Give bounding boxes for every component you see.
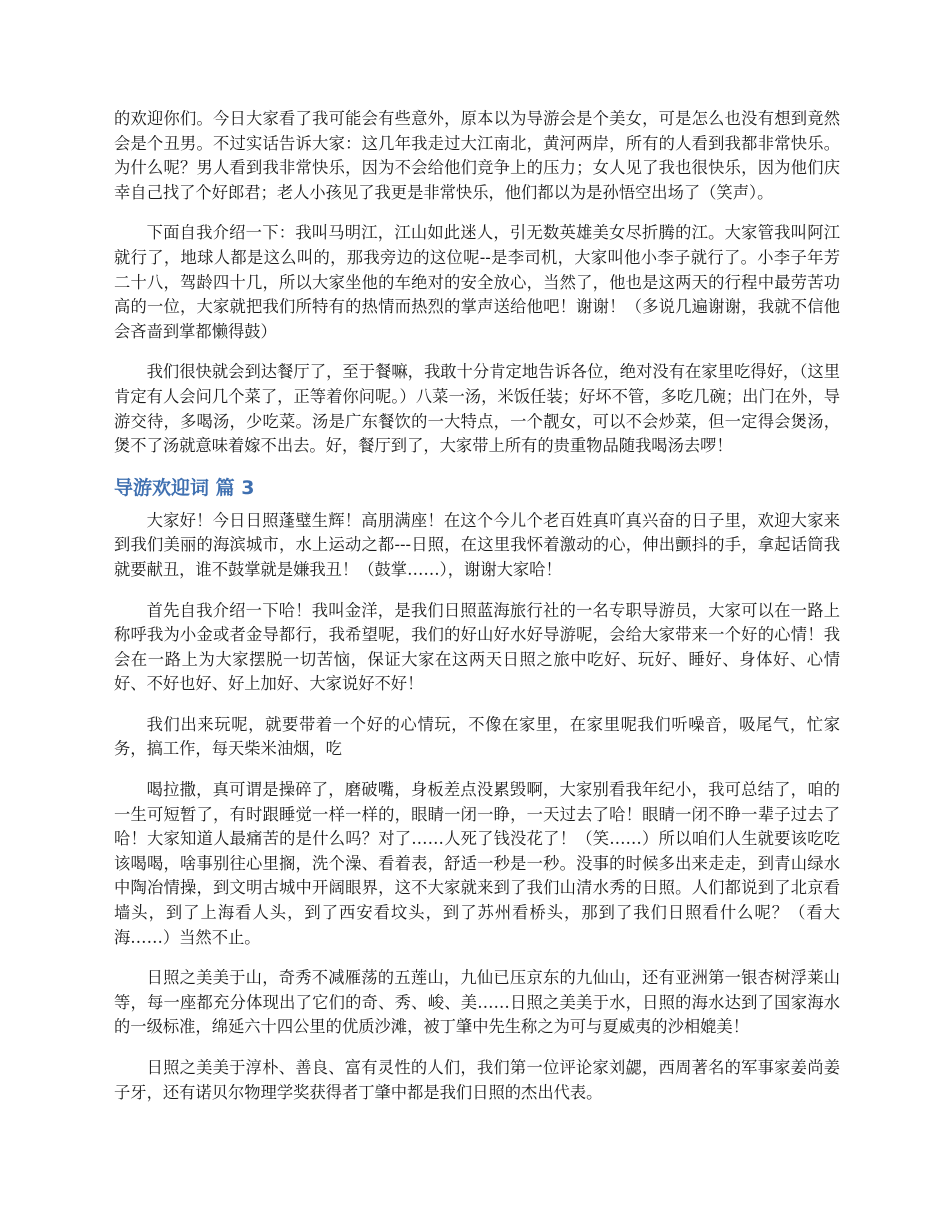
paragraph-mountains-and-sea: 日照之美美于山，奇秀不减雁荡的五莲山，九仙已压京东的九仙山，还有亚洲第一银杏树浮莱山等，每一座都充分体现出了它们的奇、秀、峻、美……日照之美美于水，日照的海水达到了国家海水的一级标准，绵延六十四公里的优质沙滩，被丁肇中先生称之为可与夏威夷的沙相媲美！: [114, 968, 840, 1037]
document-page: [114, 107, 840, 1121]
paragraph-restaurant: 我们很快就会到达餐厅了，至于餐嘛，我敢十分肯定地告诉各位，绝对没有在家里吃得好，（这里肯定有人会问几个菜了，正等着你问呢。）八菜一汤，米饭任装；好坏不管，多吃几碗；出门在外，导游交待，多喝汤，少吃菜。汤是广东餐饮的一大特点，一个靓女，可以不会炒菜，但一定得会煲汤，煲不了汤就意味着嫁不出去。好，餐厅到了，大家带上所有的贵重物品随我喝汤去啰！: [114, 362, 840, 456]
paragraph-welcome-continued: 的欢迎你们。今日大家看了我可能会有些意外，原本以为导游会是个美女，可是怎么也没有想到竟然会是个丑男。不过实话告诉大家：这几年我走过大江南北，黄河两岸，所有的人看到我都非常快乐。为什么呢？男人看到我非常快乐，因为不会给他们竞争上的压力；女人见了我也很快乐，因为他们庆幸自己找了个好郎君；老人小孩见了我更是非常快乐，他们都以为是孙悟空出场了（笑声）。: [114, 109, 840, 202]
paragraph-greeting: 大家好！今日日照蓬璧生辉！高朋满座！在这个今儿个老百姓真吖真兴奋的日子里，欢迎大家来到我们美丽的海滨城市，水上运动之都---日照，在这里我怀着激动的心，伸出颤抖的手，拿起话筒我就要献丑，谁不鼓掌就是嫌我丑！（鼓掌……），谢谢大家哈！: [114, 510, 840, 579]
paragraph-good-mood: 我们出来玩呢，就要带着一个好的心情玩，不像在家里，在家里呢我们听噪音，吸尾气，忙家务，搞工作，每天柴米油烟，吃: [114, 714, 840, 759]
paragraph-life-philosophy: 喝拉撒，真可谓是操碎了，磨破嘴，身板差点没累毁啊，大家别看我年纪小，我可总结了，咱的一生可短暂了，有时跟睡觉一样一样的，眼睛一闭一睁，一天过去了哈！眼睛一闭不睁一辈子过去了哈！大家知道人最痛苦的是什么吗？对了……人死了钱没花了！（笑……）所以咱们人生就要该吃吃该喝喝，啥事别往心里搁，洗个澡、看着表，舒适一秒是一秒。没事的时候多出来走走，到青山绿水中陶冶情操，到文明古城中开阔眼界，这不大家就来到了我们山清水秀的日照。人们都说到了北京看墙头，到了上海看人头，到了西安看坟头，到了苏州看桥头，那到了我们日照看什么呢？（看大海……）当然不止。: [114, 780, 840, 947]
paragraph-self-introduction: 下面自我介绍一下：我叫马明江，江山如此迷人，引无数英雄美女尽折腾的江。大家管我叫阿江就行了，地球人都是这么叫的，那我旁边的这位呢--是李司机，大家叫他小李子就行了。小李子年芳二十八，驾龄四十几，所以大家坐他的车绝对的安全放心，当然了，他也是这两天的行程中最劳苦功高的一位，大家就把我们所特有的热情而热烈的掌声送给他吧！谢谢！（多说几遍谢谢，我就不信他会吝啬到掌都懒得鼓）: [114, 223, 840, 341]
section-heading: 导游欢迎词 篇 3: [114, 476, 255, 499]
paragraph-people: 日照之美美于淳朴、善良、富有灵性的人们，我们第一位评论家刘勰，西周著名的军事家姜尚姜子牙，还有诺贝尔物理学奖获得者丁肇中都是我们日照的杰出代表。: [114, 1058, 840, 1102]
paragraph-guide-introduction: 首先自我介绍一下哈！我叫金洋，是我们日照蓝海旅行社的一名专职导游员，大家可以在一路上称呼我为小金或者金导都行，我希望呢，我们的好山好水好导游呢，会给大家带来一个好的心情！我会在一路上为大家摆脱一切苦恼，保证大家在这两天日照之旅中吃好、玩好、睡好、身体好、心情好、不好也好、好上加好、大家说好不好！: [114, 600, 840, 694]
